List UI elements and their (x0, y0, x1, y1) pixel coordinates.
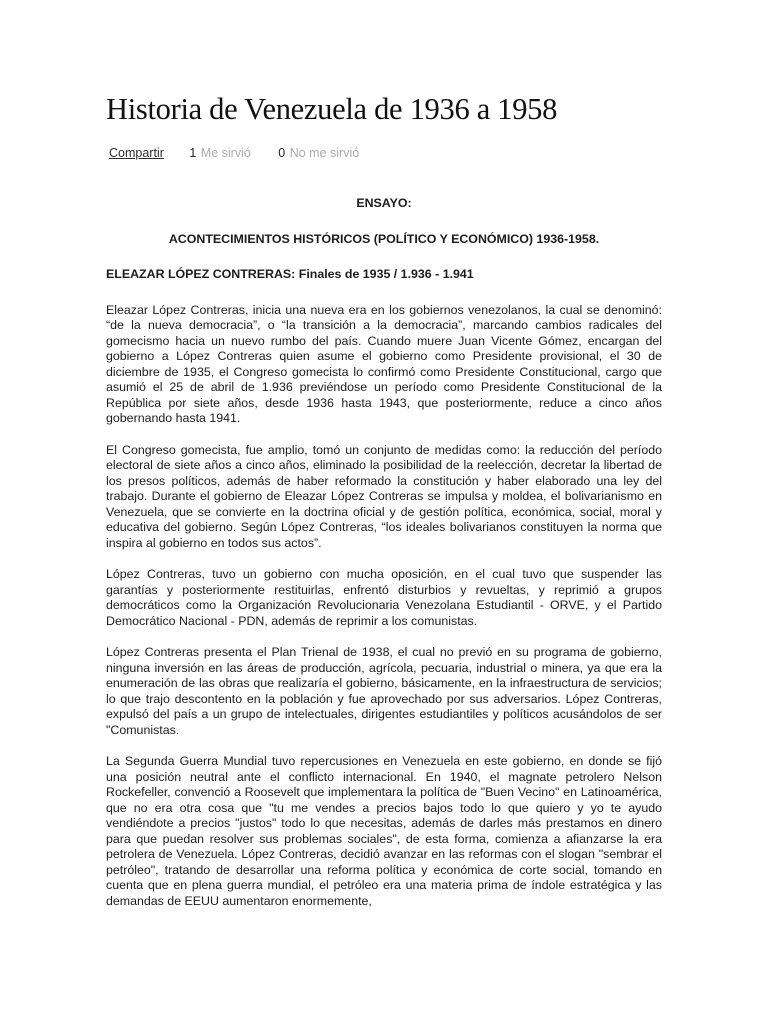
not-helpful-count: 0 (278, 146, 286, 160)
paragraph: López Contreras presenta el Plan Trienal de 1938, el cual no previó en su programa de gobierno, ninguna inversión en las áreas de producción, agrícola, pecuaria, industrial o minera, ya que era la enumeración de las obras que realizaría el gobierno, básicamente, en la infraestructura de servicios; lo que trajo descontento en la población y fue aprovechado por sus adversarios. López Contreras, expulsó del país a un grupo de intelectuales, dirigentes estudiantiles y políticos acusándolos de ser "Comunistas. (106, 645, 662, 737)
helpful-count: 1 (189, 146, 197, 160)
helpful-label: Me sirvió (200, 146, 251, 160)
paragraph: La Segunda Guerra Mundial tuvo repercusiones en Venezuela en este gobierno, en donde se fijó una posición neutral ante el conflicto internacional. En 1940, el magnate petrolero Nelson Rockefeller, convenció a Roosevelt que implementara la política de "Buen Vecino" en Latinoamérica, que no era otra cosa que "tu me vendes a precios bajos todo lo que quiero y yo te ayudo vendiéndote a precios "justos" todo lo que necesitas, además de darles más prestamos en dinero para que puedan resolver sus problemas sociales", de esta forma, comienza a afianzarse la era petrolera de Venezuela. López Contreras, decidió avanzar en las reformas con el slogan "sembrar el petróleo", tratando de desarrollar una reforma política y económica de corte social, tomando en cuenta que en plena guerra mundial, el petróleo era una materia prima de índole estratégica y las demandas de EEUU aumentaron enormemente, (106, 754, 662, 908)
heading-ensayo: ENSAYO: (356, 196, 412, 210)
paragraph: López Contreras, tuvo un gobierno con mucha oposición, en el cual tuvo que suspender las garantías y posteriormente restituirlas, enfrentó disturbios y revueltas, y reprimió a grupos democráticos como la Organización Revolucionaria Venezolana Estudiantil - ORVE, y el Partido Democrático Nacional - PDN, además de reprimir a los comunistas. (106, 567, 662, 628)
not-helpful-label: No me sirvió (289, 146, 360, 160)
paragraph: Eleazar López Contreras, inicia una nueva era en los gobiernos venezolanos, la cual se denominó: “de la nueva democracia”, o “la transición a la democracia”, marcando cambios radicales del gomecismo hacia un nuevo rumbo del país. Cuando muere Juan Vicente Gómez, encargan del gobierno a López Contreras quien asume el gobierno como Presidente provisional, el 30 de diciembre de 1935, el Congreso gomecista lo confirmó como Presidente Constitucional, cargo que asumió el 25 de abril de 1.936 previéndose un período como Presidente Constitucional de la República por siete años, desde 1936 hasta 1943, que posteriormente, reduce a cinco años gobernando hasta 1941. (106, 302, 662, 425)
share-link[interactable]: Compartir (109, 146, 164, 160)
heading-main: ACONTECIMIENTOS HISTÓRICOS (POLÍTICO Y ECONÓMICO) 1936-1958. (168, 231, 600, 246)
not-helpful-button[interactable] (278, 146, 359, 160)
helpful-button[interactable] (189, 146, 254, 160)
paragraph: El Congreso gomecista, fue amplio, tomó un conjunto de medidas como: la reducción del período electoral de siete años a cinco años, eliminado la posibilidad de la reelección, decretar la libertad de los presos políticos, además de haber reformado la constitución y haber elaborado una ley del trabajo. Durante el gobierno de Eleazar López Contreras se impulsa y moldea, el bolivarianismo en Venezuela, que se convierte en la doctrina oficial y de gestión política, económica, social, moral y educativa del gobierno. Según López Contreras, “los ideales bolivarianos constituyen la norma que inspira al gobierno en todos sus actos”. (106, 442, 662, 550)
document-title: Historia de Venezuela de 1936 a 1958 (106, 92, 558, 126)
document-actions (106, 146, 359, 160)
document-body (106, 196, 662, 925)
section-subheading: ELEAZAR LÓPEZ CONTRERAS: Finales de 1935 / 1.936 - 1.941 (106, 267, 474, 281)
